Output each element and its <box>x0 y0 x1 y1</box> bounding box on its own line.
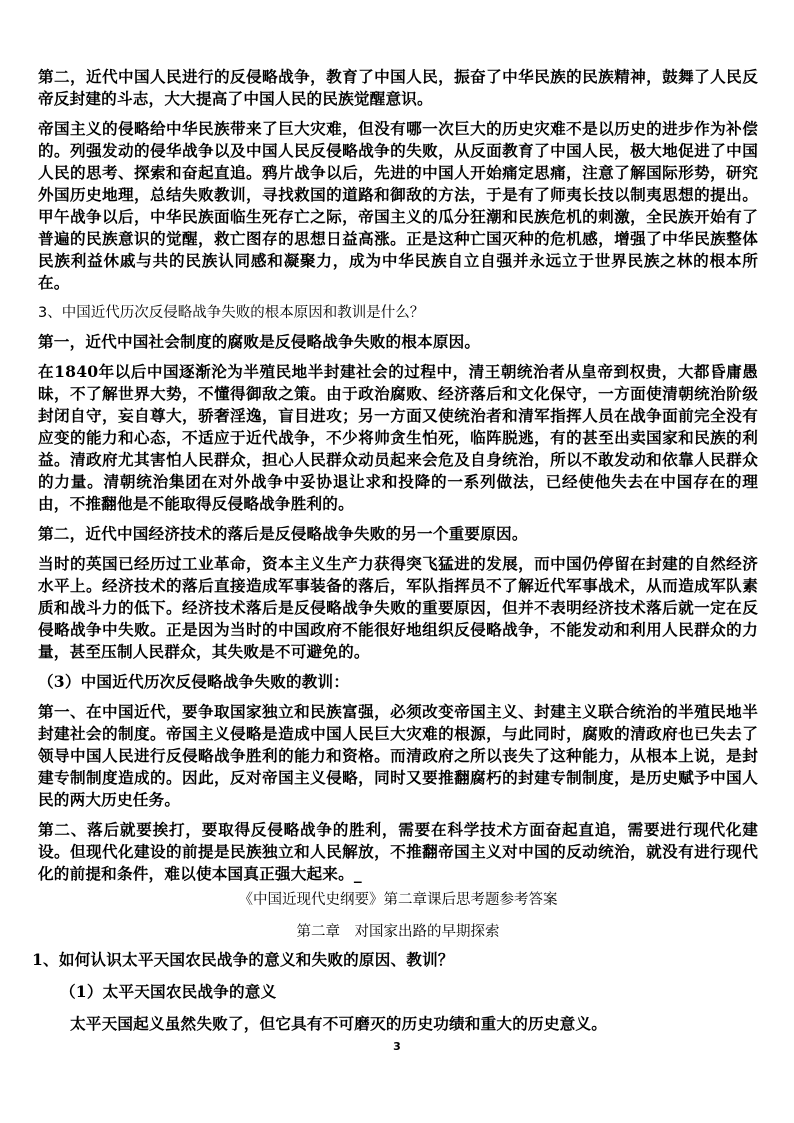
question-3: 3、中国近代历次反侵略战争失败的根本原因和教训是什么？ <box>38 305 425 321</box>
page-number: 3 <box>393 1040 401 1053</box>
book-title: 《中国近现代史纲要》第二章课后思考题参考答案 <box>238 892 558 908</box>
paragraph-economic-backwardness: 当时的英国已经历过工业革命，资本主义生产力获得突飞猛进的发展，而中国仍停留在封建的自然经济水平上。经济技术的落后直接造成军事装备的落后，军队指挥员不了解近代军事战术，从而造成军队素质和战斗力的低下。经济技术落后是反侵略战争失败的重要原因，但并不表明经济技术落后就一定在反侵略战争中失败。正是因为当时的中国政府不能很好地组织反侵略战争，不能发动和利用人民群众的力量，甚至压制人民群众，其失败是不可避免的。 <box>38 554 758 661</box>
paragraph-second-point: 第二，近代中国人民进行的反侵略战争，教育了中国人民，振奋了中华民族的民族精神，鼓舞了人民反帝反封建的斗志，大大提高了中国人民的民族觉醒意识。 <box>38 67 758 108</box>
paragraph-qing-corruption: 在1840年以后中国逐渐沦为半殖民地半封建社会的过程中，清王朝统治者从皇帝到权贵，大都昏庸愚昧，不了解世界大势，不懂得御敌之策。由于政治腐败、经济落后和文化保守，一方面使清朝统治阶级封闭自守，妄自尊大，骄奢淫逸，盲目进攻；另一方面又使统治者和清军指挥人员在战争面前完全没有应变的能力和心态，不适应于近代战争，不少将帅贪生怕死，临阵脱逃，有的甚至出卖国家和民族的利益。清政府尤其害怕人民群众，担心人民群众动员起来会危及自身统治，所以不敢发动和依靠人民群众的力量。清朝统治集团在对外战争中妥协退让求和投降的一系列做法，已经使他失去在中国存在的理由，不推翻他是不能取得反侵略战争胜利的。 <box>38 362 758 513</box>
paragraph-first-cause: 第一，近代中国社会制度的腐败是反侵略战争失败的根本原因。 <box>38 332 481 351</box>
paragraph-taiping-significance: 太平天国起义虽然失败了，但它具有不可磨灭的历史功绩和重大的历史意义。 <box>70 1014 607 1033</box>
paragraph-second-cause: 第二，近代中国经济技术的落后是反侵略战争失败的另一个重要原因。 <box>38 524 528 543</box>
paragraph-lesson-two: 第二、落后就要挨打，要取得反侵略战争的胜利，需要在科学技术方面奋起直追，需要进行现代化建设。但现代化建设的前提是民族独立和人民解放，不推翻帝国主义对中国的反动统治，就没有进行现代化的前提和条件，难以使本国真正强大起来。_ <box>38 820 758 883</box>
paragraph-lesson-one: 第一、在中国近代，要争取国家独立和民族富强，必须改变帝国主义、封建主义联合统治的半殖民地半封建社会的制度。帝国主义侵略是造成中国人民巨大灾难的根源，与此同时，腐败的清政府也已失去了领导中国人民进行反侵略战争胜利的能力和资格。而清政府之所以丧失了这种能力，从根本上说，是封建专制制度造成的。因此，反对帝国主义侵略，同时又要推翻腐朽的封建专制制度，是历史赋予中国人民的两大历史任务。 <box>38 702 758 809</box>
chapter-title: 第二章 对国家出路的早期探索 <box>296 924 500 940</box>
subheading-significance: （1）太平天国农民战争的意义 <box>60 982 277 1001</box>
paragraph-imperialism-disaster: 帝国主义的侵略给中华民族带来了巨大灾难，但没有哪一次巨大的历史灾难不是以历史的进步作为补偿的。列强发动的侵华战争以及中国人民反侵略战争的失败，从反面教育了中国人民，极大地促进了中国人民的思考、探索和奋起直追。鸦片战争以后，先进的中国人开始痛定思痛，注意了解国际形势，研究外国历史地理，总结失败教训，寻找救国的道路和御敌的方法，于是有了师夷长技以制夷思想的提出。甲午战争以后，中华民族面临生死存亡之际，帝国主义的瓜分狂潮和民族危机的刺激，全民族开始有了普遍的民族意识的觉醒，救亡图存的思想日益高涨。正是这种亡国灭种的危机感，增强了中华民族整体民族利益休戚与共的民族认同感和凝聚力，成为中华民族自立自强并永远立于世界民族之林的根本所在。 <box>38 119 758 292</box>
subheading-lessons: （3）中国近代历次反侵略战争失败的教训： <box>38 672 350 691</box>
chapter-question-1: 1、如何认识太平天国农民战争的意义和失败的原因、教训？ <box>32 950 454 969</box>
document-page <box>32 66 758 1035</box>
